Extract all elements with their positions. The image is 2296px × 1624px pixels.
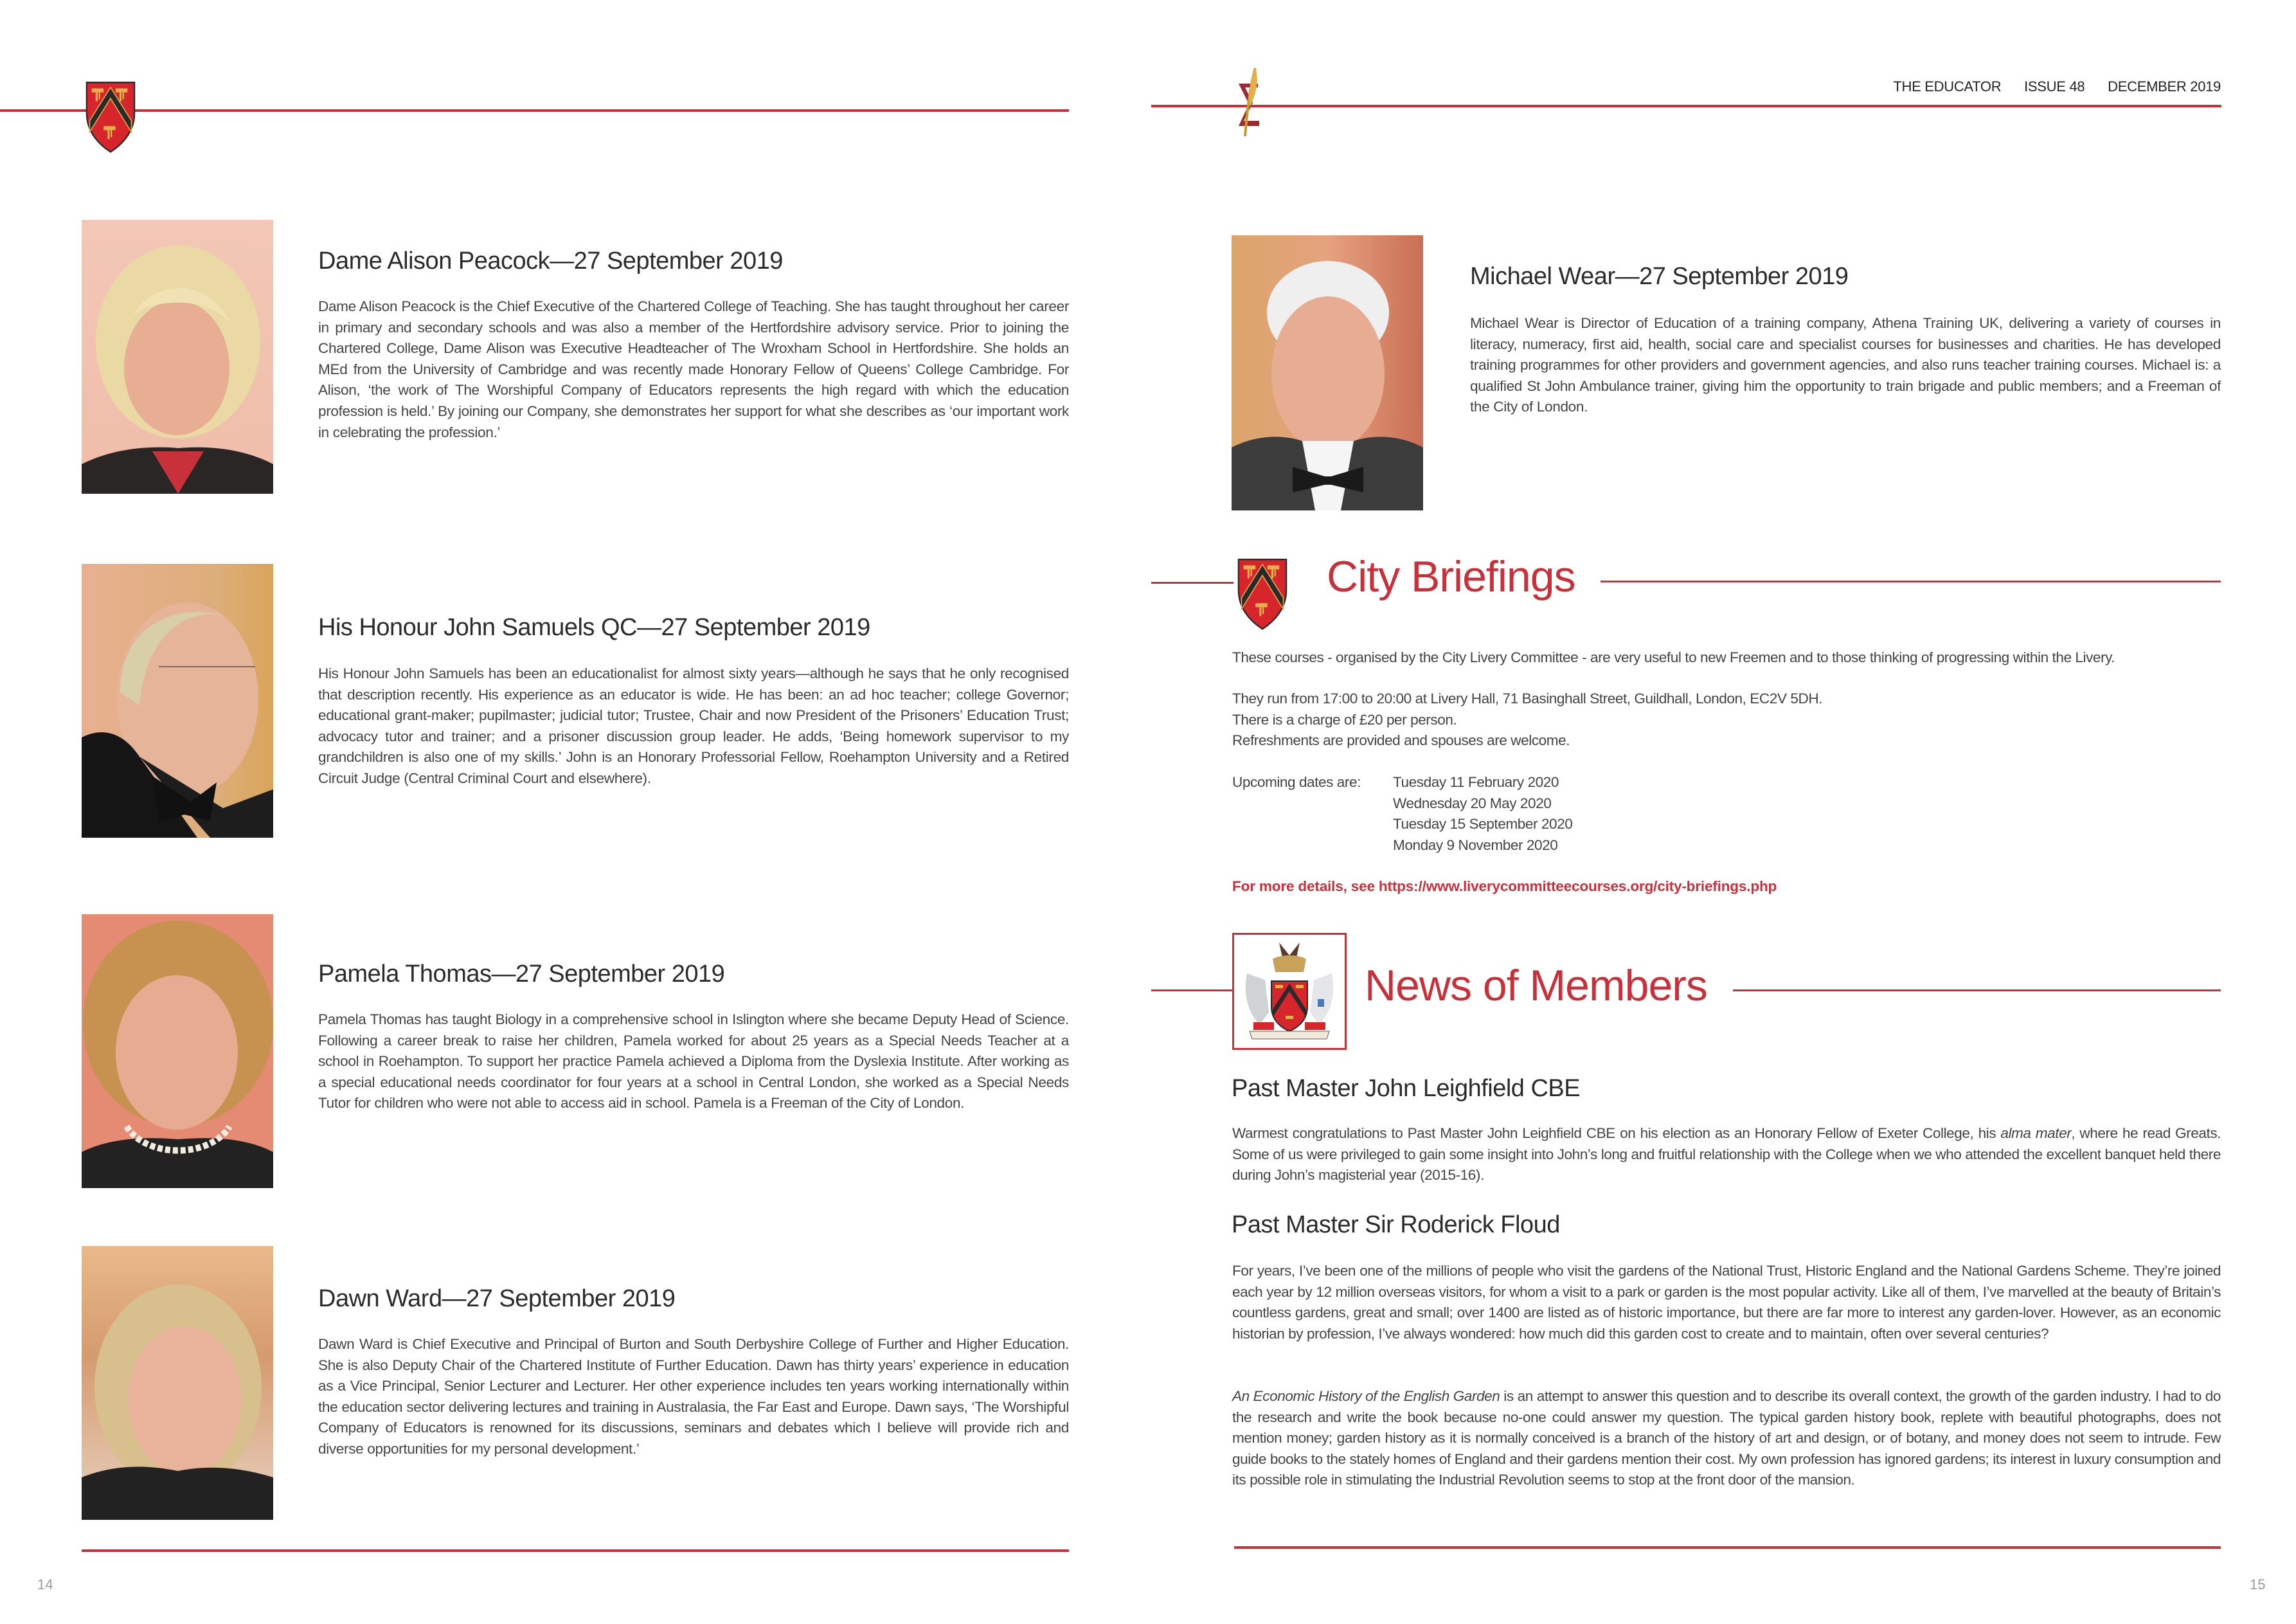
profile-photo-john-samuels [82,564,273,838]
city-briefings-intro: These courses - organised by the City Livery Committee - are very useful to new Freemen and to those thinking of progressing within the Livery. [1232,649,2115,665]
crest-frame [1232,933,1347,1050]
section-rule-right [1601,581,2221,582]
company-shield-icon [81,78,140,153]
detail-line: Refreshments are provided and spouses are welcome. [1232,732,1570,749]
company-shield-icon [1233,555,1292,630]
city-briefings-title: City Briefings [1327,552,1575,601]
more-details-link[interactable]: For more details, see https://www.liverycommitteecourses.org/city-briefings.php [1232,878,1777,894]
issue-date: DECEMBER 2019 [2108,78,2221,95]
profile-heading: Dawn Ward—27 September 2019 [318,1285,676,1312]
publication-name: THE EDUCATOR [1893,78,2002,95]
book-title: An Economic History of the English Garden [1232,1388,1500,1404]
header-rule-left [0,109,1069,112]
profile-heading: Pamela Thomas—27 September 2019 [318,961,725,988]
upcoming-dates-list [1393,772,1572,856]
profile-photo-pamela-thomas [82,914,273,1188]
profile-photo-alison-peacock [82,220,273,494]
issue-number: ISSUE 48 [2024,78,2085,95]
news-body-text: , where he read Greats. Some of us were privileged to gain some insight into John’s long and fruitful relationship with the College when we who attended the excellent banquet held there during John’s magisterial year (2015-16). [1232,1125,2221,1184]
profile-heading: Michael Wear—27 September 2019 [1470,263,1849,290]
profile-body: Michael Wear is Director of Education of a training company, Athena Training UK, delivering a variety of courses in literacy, numeracy, first aid, health, social care and specialist courses for businesses and charities. He has developed training programmes for other providers and government agencies, and also runs teacher training courses. Michael is: a qualified St John Ambulance trainer, giving him the opportunity to train brigade and public members; and a Freeman of the City of London. [1470,315,2221,415]
news-item-heading: Past Master John Leighfield CBE [1232,1075,1581,1102]
news-body-italic: alma mater [2000,1125,2072,1141]
profile-body: Dame Alison Peacock is the Chief Executive of the Chartered College of Teaching. She has taught throughout her career in primary and secondary schools and was also a member of the Hertfordshire advisory service. Prior to joining the Chartered College, Dame Alison was Executive Headteacher of The Wroxham School in Hertfordshire. She holds an MEd from the University of Cambridge and was recently made Honorary Fellow of Queens’ College Cambridge. For Alison, ‘the work of The Worshipful Company of Educators represents the high regard with which the education profession is held.’ By joining our Company, she demonstrates her support for what she describes as ‘our important work in celebrating the profession.’ [318,298,1069,440]
news-item-body: For years, I’ve been one of the millions of people who visit the gardens of the National Trust, Historic England and the National Gardens Scheme. They’re joined each year by 12 million overseas visitors, for whom a visit to a park or garden is the most popular activity. Like all of them, I’ve marvelled at the beauty of Britain’s countless gardens, great and small; over 1400 are listed as of historic importance, but there are far more to interest any garden-lover. However, as an economic historian by profession, I’ve always wondered: how much did this garden cost to create and to maintain, often over several centuries? [1232,1263,2221,1342]
profile-body: Pamela Thomas has taught Biology in a comprehensive school in Islington where she became Deputy Head of Science. Following a career break to raise her children, Pamela worked for about 25 years as a Special Needs Teacher at a school in Roehampton. To support her practice Pamela achieved a Diploma from the Dyslexia Institute. After working as a special educational needs coordinator for four years at a school in Central London, she worked as a Special Needs Tutor for children who were not able to access aid in school. Pamela is a Freeman of the City of London. [318,1011,1069,1112]
header-rule-right [1151,105,2221,107]
profile-body: His Honour John Samuels has been an educationalist for almost sixty years—although he says that he only recognised that description recently. His experience as an educator is wide. He has been: an ad hoc teacher; college Governor; educational grant-maker; pupilmaster; judicial tutor; Trustee, Chair and now President of the Prisoners’ Education Trust; advocacy tutor and trainer; and a prisoner discussion group leader. He adds, ‘Being homework supervisor to my grandchildren is also one of my skills.’ John is an Honorary Professorial Fellow, Roehampton University and a Retired Circuit Judge (Central Criminal Court and elsewhere). [318,665,1069,786]
publication-header [1893,78,2221,95]
date-item: Wednesday 20 May 2020 [1393,795,1552,811]
city-briefings-details [1232,689,2221,752]
profile-heading: Dame Alison Peacock—27 September 2019 [318,248,783,275]
profile-heading: His Honour John Samuels QC—27 September 2019 [318,614,870,641]
section-rule-right [1733,989,2221,991]
quill-logo-icon [1231,67,1269,139]
upcoming-dates [1232,772,2221,856]
detail-line: They run from 17:00 to 20:00 at Livery Hall, 71 Basinghall Street, Guildhall, London, EC2V 5DH. [1232,690,1823,707]
news-of-members-title: News of Members [1365,961,1707,1010]
news-item-body [1232,1123,2221,1186]
news-item-body [1232,1386,2221,1491]
news-body-text: Warmest congratulations to Past Master John Leighfield CBE on his election as an Honorary Fellow of Exeter College, his [1232,1125,2001,1141]
section-rule-left [1151,989,1233,991]
date-item: Tuesday 11 February 2020 [1393,774,1559,790]
footer-rule-right [1234,1546,2221,1549]
section-rule-left [1151,582,1233,584]
footer-rule-left [82,1549,1069,1552]
page-number-right: 15 [2250,1576,2266,1592]
profile-photo-dawn-ward [82,1246,273,1520]
profile-photo-michael-wear [1232,235,1423,510]
profile-body: Dawn Ward is Chief Executive and Principal of Burton and South Derbyshire College of Further and Higher Education. She is also Deputy Chair of the Chartered Institute of Further Education. Dawn has thirty years’ experience in education as a Vice Principal, Senior Lecturer and Lecturer. Her other experience includes ten years working internationally within the education sector delivering lectures and training in Australasia, the Far East and Europe. Dawn says, ‘The Worshipful Company of Educators is renowned for its discussions, seminars and debates which I believe will provide rich and diverse opportunities for my personal development.’ [318,1336,1069,1457]
upcoming-dates-label: Upcoming dates are: [1232,774,1361,790]
news-item-heading: Past Master Sir Roderick Floud [1232,1211,1560,1238]
page-number-left: 14 [37,1576,53,1592]
news-body-text: is an attempt to answer this question and to describe its overall context, the growth of the garden industry. I had to do the research and write the book because no-one could answer my question. The typical garden history book, replete with beautiful photographs, does not mention money; garden history as it is normally conceived is a branch of the history of art and design, or of botany, and money does not seem to intrude. Few guide books to the stately homes of England and their gardens mention their cost. My own profession has ignored gardens; its interest in luxury consumption and its possible role in stimulating the Industrial Revolution seems to stop at the front door of the mansion. [1232,1388,2221,1488]
detail-line: There is a charge of £20 per person. [1232,711,1457,728]
date-item: Tuesday 15 September 2020 [1393,816,1573,833]
coat-of-arms-icon [1234,935,1345,1048]
date-item: Monday 9 November 2020 [1393,836,1558,853]
